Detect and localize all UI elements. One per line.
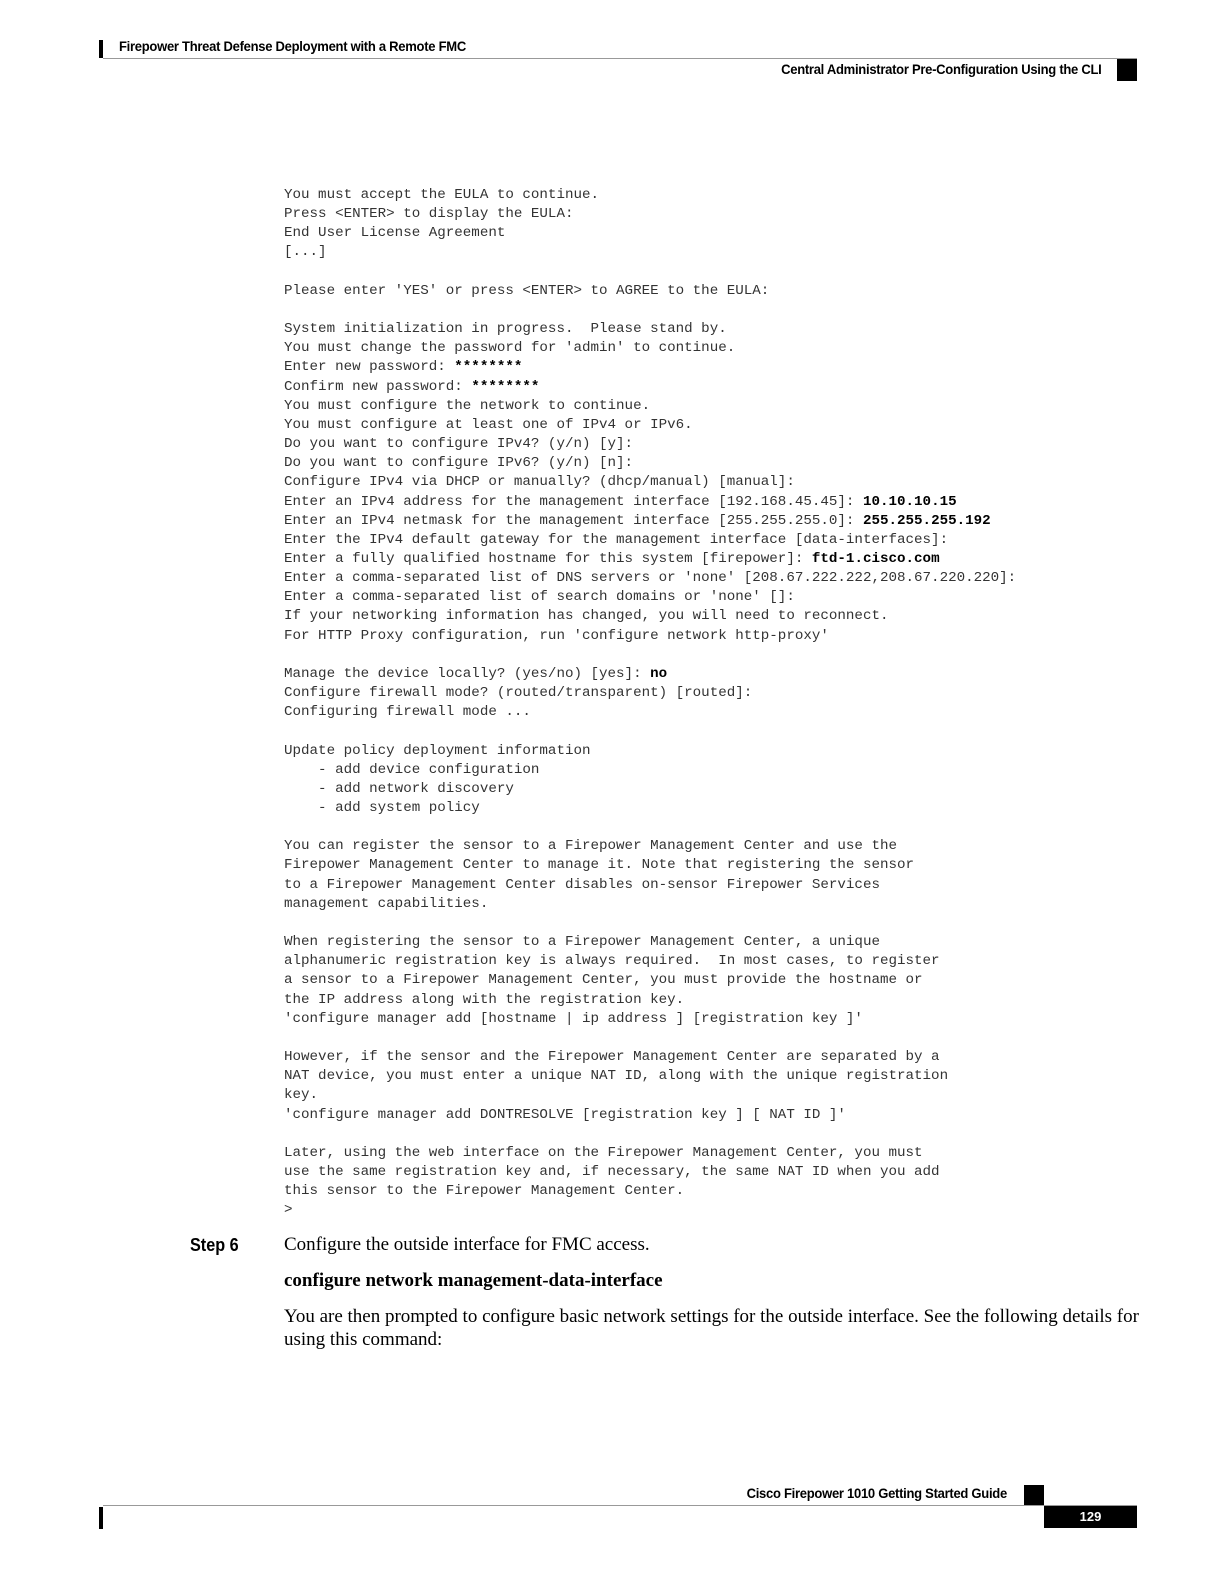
cli-line: Confirm new password: [284,378,472,395]
cli-line: [...] [284,244,327,261]
footer-guide-title: Cisco Firepower 1010 Getting Started Guide [746,1485,1007,1501]
cli-user-input: no [650,665,668,682]
cli-line: When registering the sensor to a Firepower Management Center, a unique [284,934,880,951]
step-description: You are then prompted to configure basic network settings for the outside interface. See the following details for using this command: [284,1306,1139,1350]
cli-user-input: 10.10.10.15 [862,493,957,510]
cli-line: For HTTP Proxy configuration, run 'configure network http-proxy' [284,627,829,644]
cli-user-input: 255.255.255.192 [862,512,991,529]
cli-line: Manage the device locally? (yes/no) [yes]: [284,665,651,682]
header-doc-title: Firepower Threat Defense Deployment with a Remote FMC [119,38,466,54]
cli-line: the IP address along with the registration key. [284,991,685,1008]
step-label: Step 6 [190,1235,239,1255]
cli-output-block [284,186,1016,1220]
cli-user-input: ******** [471,378,540,395]
cli-line: Do you want to configure IPv4? (y/n) [y]: [284,436,634,453]
cli-line: key. [284,1087,319,1104]
cli-prompt: > [284,1202,293,1219]
cli-user-input: ******** [454,359,523,376]
cli-line: Enter a comma-separated list of DNS servers or 'none' [208.67.222.222,208.67.220.220]: [284,570,1017,587]
cli-line: 'configure manager add [hostname | ip address ] [registration key ]' [284,1010,863,1027]
step-text: Configure the outside interface for FMC access. [284,1234,650,1255]
step-command: configure network management-data-interface [284,1270,663,1291]
cli-line: NAT device, you must enter a unique NAT ID, along with the unique registration [284,1068,949,1085]
footer-left-bar [99,1507,103,1529]
cli-line: Configuring firewall mode ... [284,704,531,721]
cli-line: Do you want to configure IPv6? (y/n) [n]: [284,455,634,472]
header-left-bar [99,40,103,58]
cli-line: Press <ENTER> to display the EULA: [284,206,574,223]
cli-line: Enter a fully qualified hostname for this system [firepower]: [284,550,812,567]
cli-line: management capabilities. [284,895,489,912]
cli-line: System initialization in progress. Please stand by. [284,321,727,338]
cli-line: a sensor to a Firepower Management Center, you must provide the hostname or [284,972,923,989]
cli-line: Enter an IPv4 netmask for the management interface [255.255.255.0]: [284,512,863,529]
cli-line: Enter the IPv4 default gateway for the management interface [data-interfaces]: [284,531,949,548]
cli-line: Configure firewall mode? (routed/transparent) [routed]: [284,685,753,702]
cli-line: Enter an IPv4 address for the management interface [192.168.45.45]: [284,493,863,510]
cli-line: Firepower Management Center to manage it. Note that registering the sensor [284,857,915,874]
cli-line: Later, using the web interface on the Firepower Management Center, you must [284,1144,923,1161]
footer-rule [103,1505,1137,1506]
cli-line: alphanumeric registration key is always required. In most cases, to register [284,953,940,970]
cli-line: Configure IPv4 via DHCP or manually? (dhcp/manual) [manual]: [284,474,795,491]
footer-corner-block [1024,1485,1044,1505]
header-rule [103,58,1137,59]
header-corner-block [1117,59,1137,81]
cli-user-input: ftd-1.cisco.com [811,550,940,567]
cli-line: Enter a comma-separated list of search domains or 'none' []: [284,589,795,606]
cli-line: You must accept the EULA to continue. [284,187,600,203]
cli-line: End User License Agreement [284,225,506,242]
cli-line: Update policy deployment information [284,742,591,759]
cli-line: You must change the password for 'admin' to continue. [284,340,736,357]
cli-line: 'configure manager add DONTRESOLVE [registration key ] [ NAT ID ]' [284,1106,846,1123]
cli-line: this sensor to the Firepower Management Center. [284,1183,685,1200]
cli-line: - add network discovery [284,780,514,797]
cli-line: Enter new password: [284,359,455,376]
cli-line: However, if the sensor and the Firepower Management Center are separated by a [284,1049,940,1066]
header-section-title: Central Administrator Pre-Configuration Using the CLI [780,61,1101,77]
cli-line: You can register the sensor to a Firepower Management Center and use the [284,838,897,855]
cli-line: If your networking information has changed, you will need to reconnect. [284,608,889,625]
cli-line: You must configure at least one of IPv4 or IPv6. [284,416,693,433]
page-number: 129 [1044,1506,1137,1528]
cli-line: to a Firepower Management Center disables on-sensor Firepower Services [284,876,880,893]
cli-line: Please enter 'YES' or press <ENTER> to AGREE to the EULA: [284,282,770,299]
cli-line: You must configure the network to continue. [284,397,651,414]
cli-line: - add device configuration [284,761,540,778]
cli-line: use the same registration key and, if necessary, the same NAT ID when you add [284,1163,940,1180]
cli-line: - add system policy [284,800,480,816]
